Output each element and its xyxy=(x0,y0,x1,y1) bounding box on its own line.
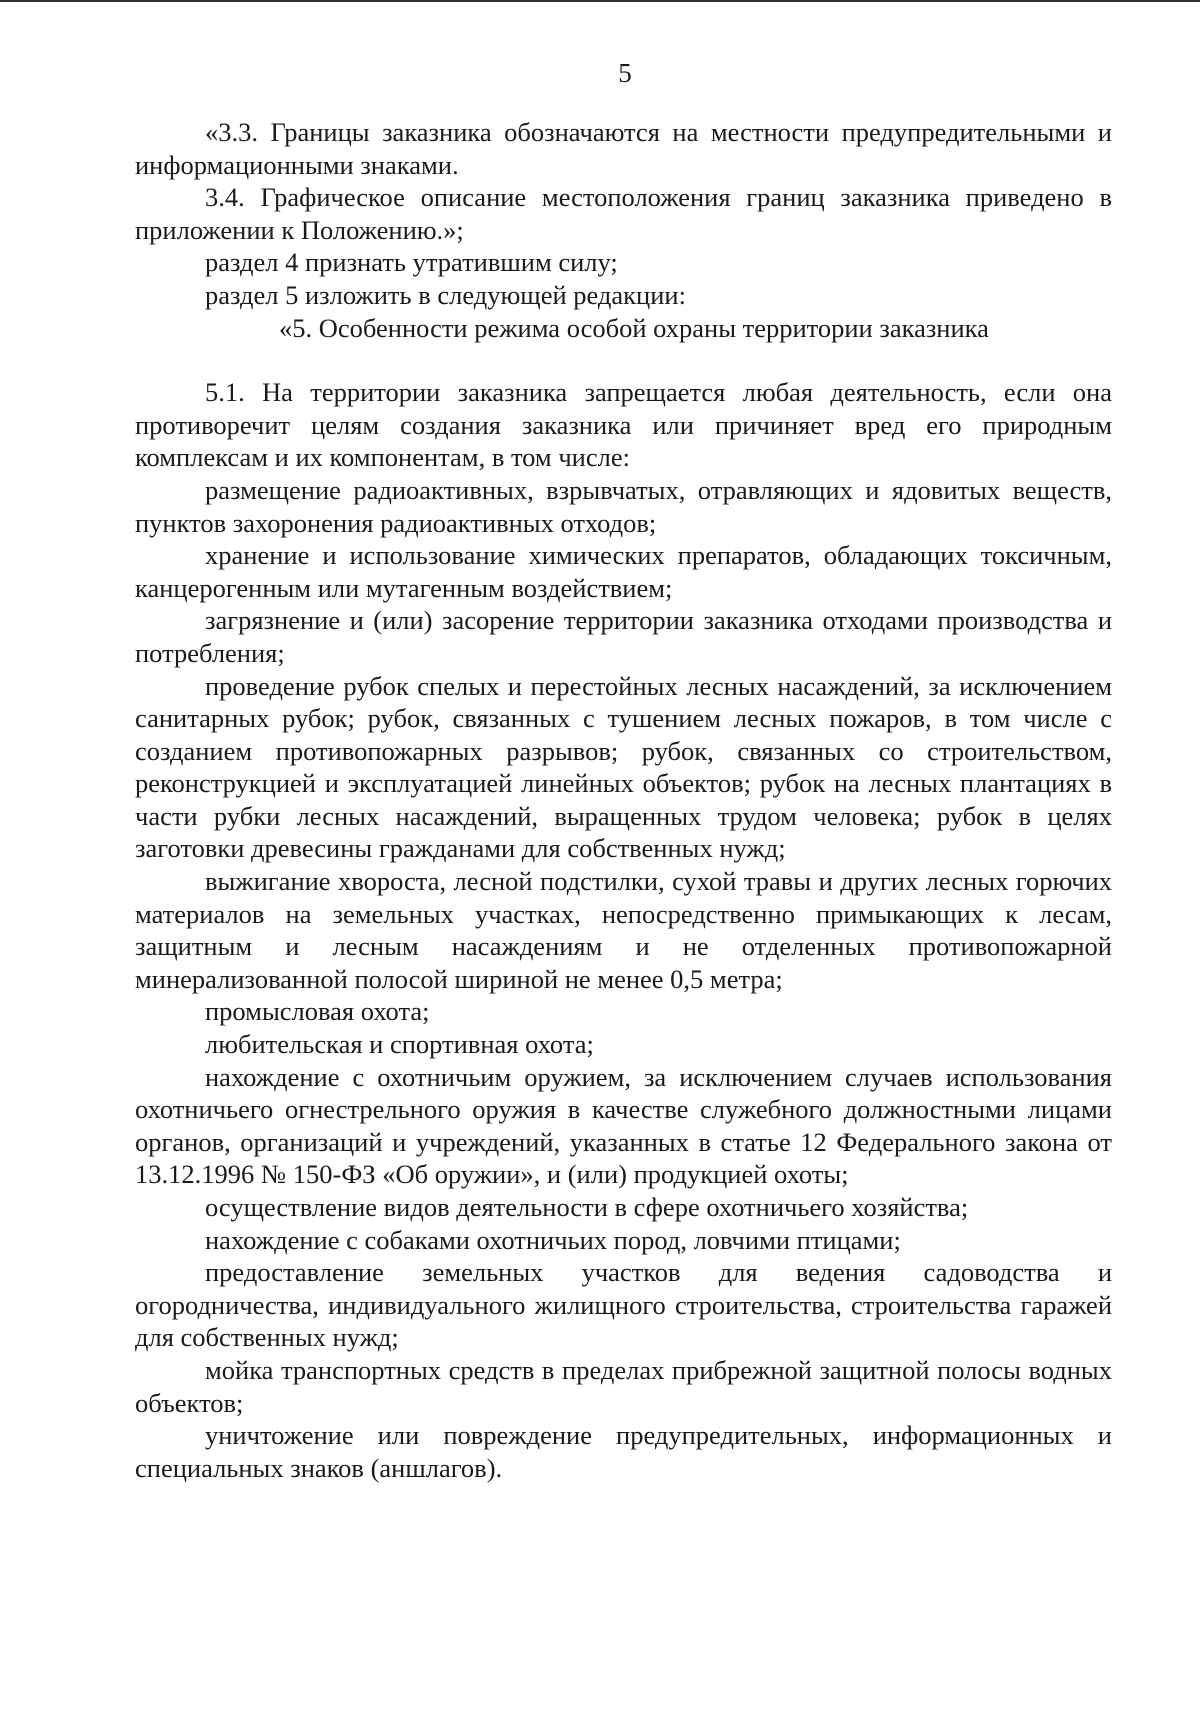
list-item: нахождение с охотничьим оружием, за исключением случаев использования охотничьего огнестрельного оружия в качестве служебного должностными лицами органов, организаций и учреждений, указанных в статье 12 Федерального закона от 13.12.1996 № 150-ФЗ «Об оружии», и (или) продукцией охоты; xyxy=(135,1061,1112,1190)
list-item: размещение радиоактивных, взрывчатых, отравляющих и ядовитых веществ, пунктов захоронения радиоактивных отходов; xyxy=(135,474,1112,538)
section-heading: «5. Особенности режима особой охраны территории заказника xyxy=(279,312,989,343)
list-item: уничтожение или повреждение предупредительных, информационных и специальных знаков (аншлагов). xyxy=(135,1420,1112,1483)
paragraph: «3.3. Границы заказника обозначаются на местности предупредительными и информационными знаками. xyxy=(135,117,1112,180)
list-item: мойка транспортных средств в пределах прибрежной защитной полосы водных объектов; xyxy=(135,1354,1112,1418)
paragraph: 3.4. Графическое описание местоположения границ заказника приведено в приложении к Положению.»; xyxy=(135,182,1112,245)
page-number: 5 xyxy=(618,58,632,88)
list-item: промысловая охота; xyxy=(205,996,430,1027)
spacer xyxy=(135,344,1112,376)
paragraph: 5.1. На территории заказника запрещается любая деятельность, если она противоречит целям создания заказника или причиняет вред его природным комплексам и их компонентам, в том числе: xyxy=(135,377,1112,473)
paragraph: раздел 4 признать утратившим силу; xyxy=(205,247,618,278)
list-item: выжигание хвороста, лесной подстилки, сухой травы и других лесных горючих материалов на земельных участках, непосредственно примыкающих к лесам, защитным и лесным насаждениям и не отделенных противопожарной минерализованной полосой шириной не менее 0,5 метра; xyxy=(135,866,1112,994)
list-item: любительская и спортивная охота; xyxy=(205,1029,594,1060)
list-item: предоставление земельных участков для ведения садоводства и огородничества, индивидуального жилищного строительства, строительства гаражей для собственных нужд; xyxy=(135,1257,1112,1353)
paragraph: раздел 5 изложить в следующей редакции: xyxy=(205,279,686,310)
list-item: осуществление видов деятельности в сфере охотничьего хозяйства; xyxy=(205,1192,969,1222)
list-item: проведение рубок спелых и перестойных лесных насаждений, за исключением санитарных рубок; рубок, связанных с тушением лесных пожаров, в том числе с созданием противопожарных разрывов; рубок, связанных со строительством, реконструкцией и эксплуатацией линейных объектов; рубок на лесных плантациях в части рубки лесных насаждений, выращенных трудом человека; рубок в целях заготовки древесины гражданами для собственных нужд; xyxy=(135,670,1112,864)
list-item: нахождение с собаками охотничьих пород, ловчими птицами; xyxy=(205,1224,901,1255)
list-item: загрязнение и (или) засорение территории заказника отходами производства и потребления; xyxy=(135,605,1112,668)
list-item: хранение и использование химических препаратов, обладающих токсичным, канцерогенным или мутагенным воздействием; xyxy=(135,540,1112,603)
page-top-border xyxy=(0,0,1200,2)
document-body xyxy=(135,116,1112,1484)
